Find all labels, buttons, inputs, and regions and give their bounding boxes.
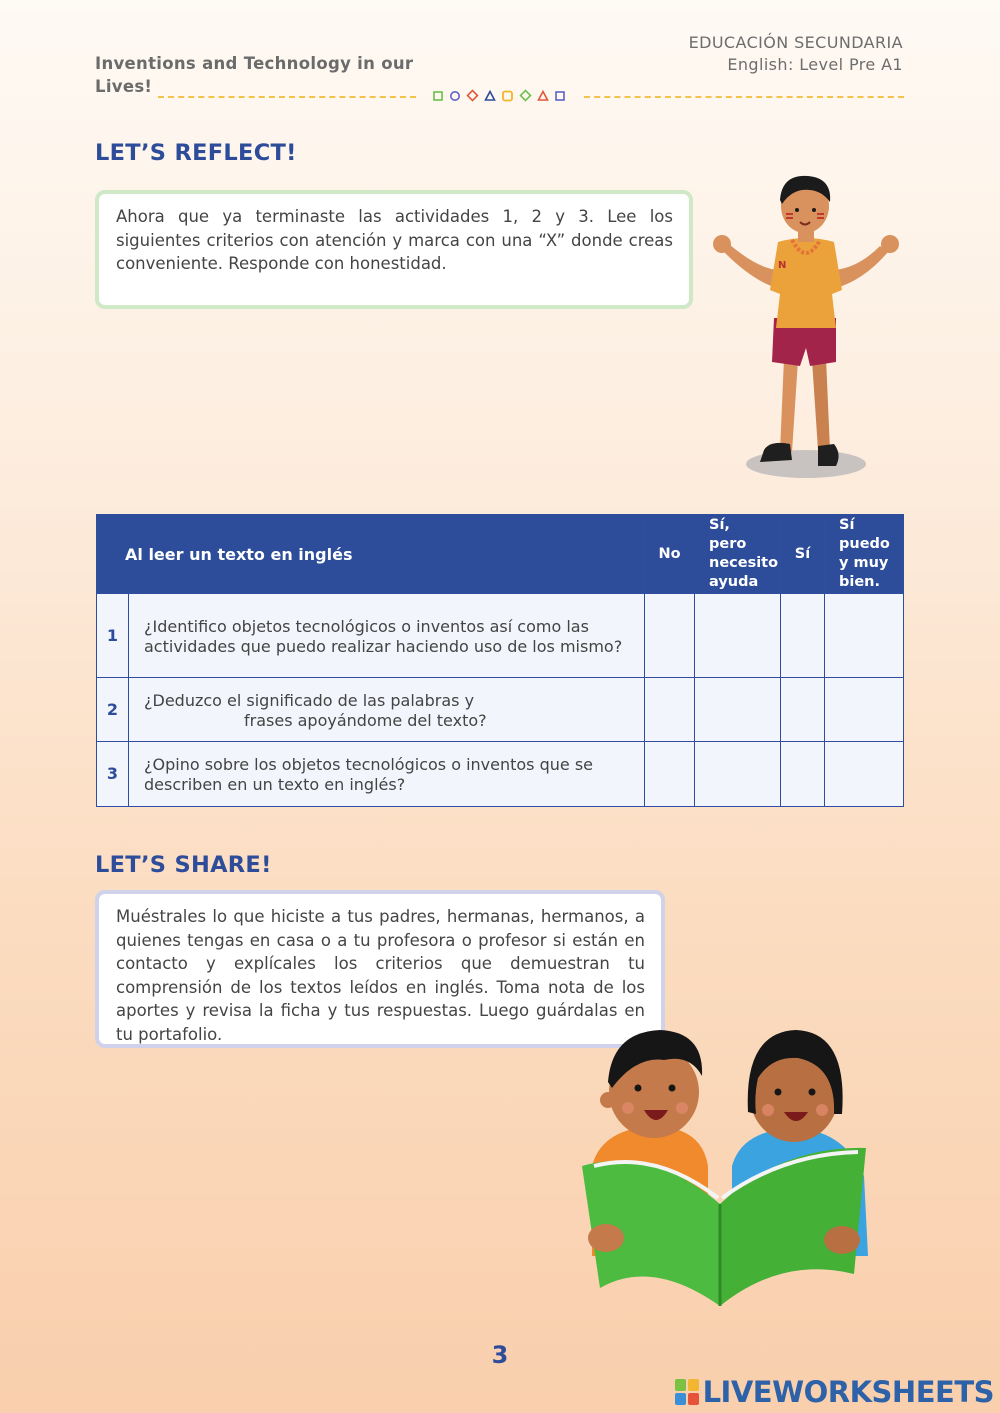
share-instructions-box [95, 890, 665, 1048]
criterion-text-line-1: ¿Deduzco el significado de las palabras y [144, 690, 475, 710]
children-reading-illustration [572, 1026, 877, 1311]
header-divider-right [584, 96, 904, 98]
table-header-si-ayuda: Sí, pero necesito ayuda [695, 515, 781, 594]
answer-cell-si-muy-bien[interactable] [825, 678, 904, 742]
answer-cell-no[interactable] [645, 678, 695, 742]
level-line-1: EDUCACIÓN SECUNDARIA [688, 33, 903, 52]
document-title: Inventions and Technology in our Lives! [95, 54, 414, 96]
level-info [689, 32, 903, 76]
share-instructions: Muéstrales lo que hiciste a tus padres, hermanas, hermanos, a quienes tengas en casa o a tu profesora o profesor si están en contacto y explícales los criterios que demuestran tu comprensión de los textos leídos en inglés. Toma nota de los aportes y revisa la ficha y tus respuestas. Luego guárdalas en tu portafolio. [116, 907, 645, 1044]
answer-cell-si[interactable] [781, 594, 825, 678]
reflect-heading: LET’S REFLECT! [95, 140, 297, 166]
criterion-text: ¿Identifico objetos tecnológicos o inventos así como las actividades que puedo realizar haciendo uso de los mismo? [129, 594, 645, 678]
answer-cell-si-ayuda[interactable] [695, 594, 781, 678]
answer-cell-no[interactable] [645, 594, 695, 678]
criterion-text: ¿Opino sobre los objetos tecnológicos o inventos que se describen en un texto en inglés? [129, 742, 645, 807]
self-assessment-table [96, 514, 904, 807]
table-row [97, 742, 904, 807]
page-number: 3 [491, 1341, 509, 1369]
answer-cell-si-muy-bien[interactable] [825, 742, 904, 807]
answer-cell-si-ayuda[interactable] [695, 742, 781, 807]
svg-text:N: N [778, 260, 787, 271]
criterion-text [129, 678, 645, 742]
reflect-instructions: Ahora que ya terminaste las actividades 1, 2 y 3. Lee los siguientes criterios con atención y marca con una “X” donde creas conveniente. Responde con honestidad. [116, 207, 673, 273]
answer-cell-si-ayuda[interactable] [695, 678, 781, 742]
row-number: 3 [97, 742, 129, 807]
table-header-si-muy-bien: Sí puedo y muy bien. [825, 515, 904, 594]
liveworksheets-logo-icon [674, 1378, 700, 1406]
table-row [97, 678, 904, 742]
header-divider-left [158, 96, 416, 98]
row-number: 1 [97, 594, 129, 678]
answer-cell-si-muy-bien[interactable] [825, 594, 904, 678]
answer-cell-no[interactable] [645, 742, 695, 807]
boy-illustration [700, 170, 910, 485]
decorative-shapes-icon [430, 89, 570, 103]
criterion-text-line-2: frases apoyándome del texto? [244, 710, 487, 730]
level-line-2: English: Level Pre A1 [727, 55, 903, 74]
table-row [97, 594, 904, 678]
share-heading: LET’S SHARE! [95, 852, 272, 878]
liveworksheets-logo-text: LIVEWORKSHEETS [702, 1375, 994, 1409]
answer-cell-si[interactable] [781, 678, 825, 742]
reflect-instructions-box [95, 190, 693, 309]
table-header-main: Al leer un texto en inglés [97, 515, 645, 594]
table-header-row [97, 515, 904, 594]
liveworksheets-logo [674, 1374, 994, 1410]
table-header-no: No [645, 515, 695, 594]
answer-cell-si[interactable] [781, 742, 825, 807]
row-number: 2 [97, 678, 129, 742]
table-header-si: Sí [781, 515, 825, 594]
